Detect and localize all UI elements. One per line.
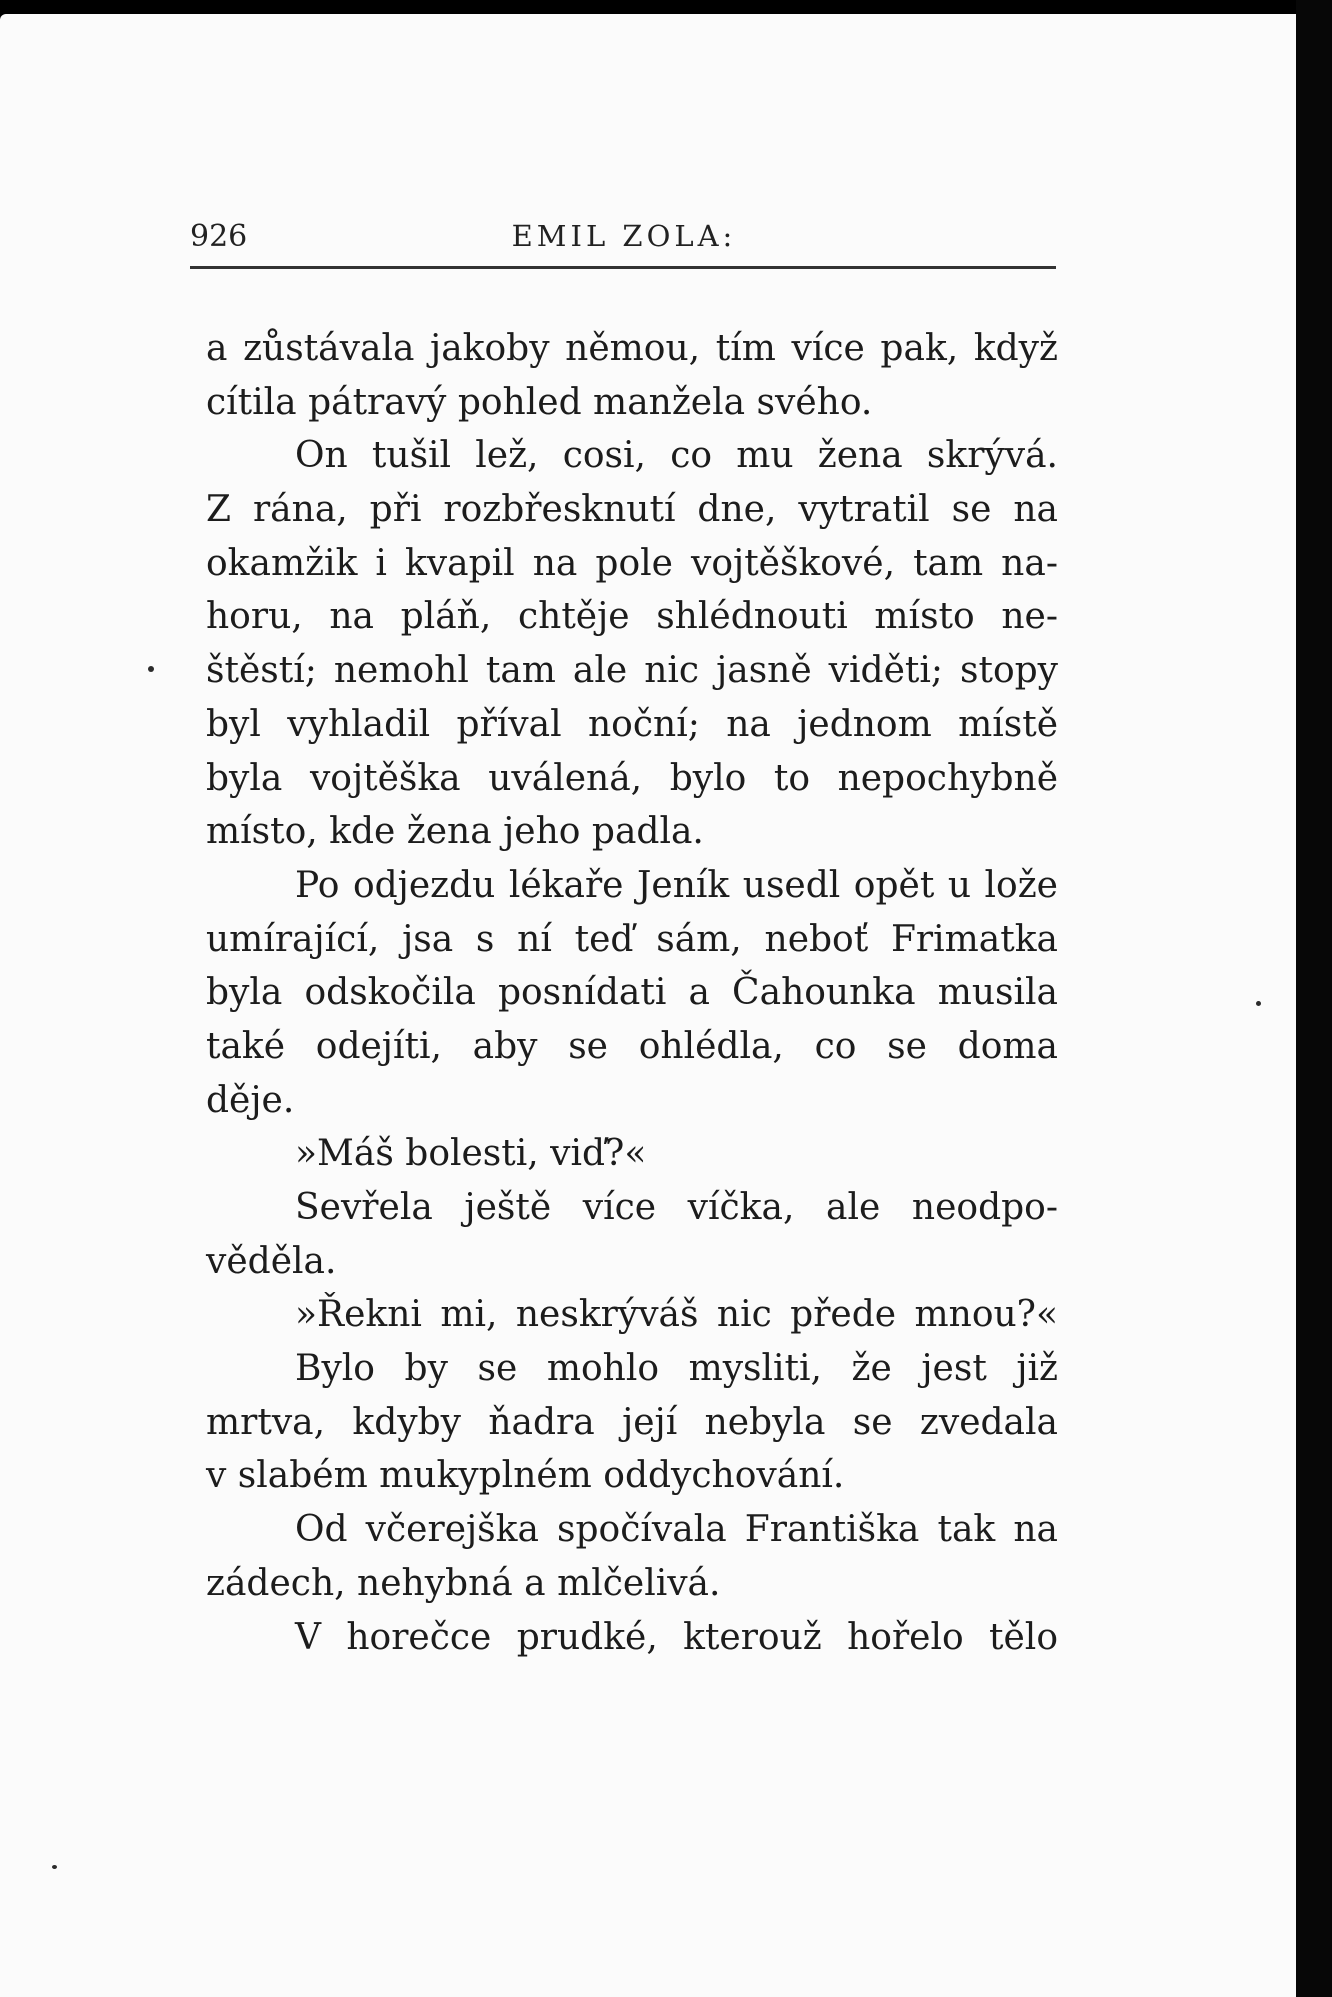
- text-line: v slabém mukyplném oddychování.: [206, 1455, 845, 1497]
- text-line: Z rána, při rozbřesknutí dne, vytratil se na: [206, 489, 1058, 531]
- text-line: věděla.: [206, 1240, 337, 1282]
- text-line: V horečce prudké, kterouž hořelo tělo: [295, 1616, 1058, 1658]
- scan-edge: [1296, 0, 1332, 1997]
- text-line: Od včerejška spočívala Františka tak na: [295, 1509, 1058, 1551]
- text-line: děje.: [206, 1079, 295, 1121]
- text-line: Sevřela ještě více víčka, ale neodpo-: [295, 1187, 1058, 1228]
- text-line: také odejíti, aby se ohlédla, co se doma: [206, 1025, 1058, 1067]
- text-line: zádech, nehybná a mlčelivá.: [206, 1562, 721, 1604]
- text-line: štěstí; nemohl tam ale nic jasně viděti; stopy: [206, 650, 1058, 692]
- text-line: horu, na pláň, chtěje shlédnouti místo ne-: [206, 596, 1058, 638]
- text-line: Bylo by se mohlo mysliti, že jest již: [295, 1348, 1058, 1390]
- margin-speck: [52, 1865, 57, 1869]
- text-line: Po odjezdu lékaře Jeník usedl opět u lože: [295, 864, 1058, 906]
- text-line: byla odskočila posnídati a Čahounka musila: [206, 972, 1058, 1014]
- text-line: On tušil lež, cosi, co mu žena skrývá.: [295, 435, 1058, 477]
- text-line: »Řekni mi, neskrýváš nic přede mnou?«: [295, 1294, 1058, 1336]
- body-text: [206, 322, 1058, 1664]
- text-line: byl vyhladil příval noční; na jednom místě: [206, 703, 1058, 745]
- page-header: [190, 219, 1058, 265]
- margin-speck: [148, 666, 154, 672]
- text-line: byla vojtěška uválená, bylo to nepochybně: [206, 757, 1058, 799]
- margin-speck: [1256, 1001, 1261, 1006]
- header-rule: [190, 266, 1056, 269]
- text-line: okamžik i kvapil na pole vojtěškové, tam na-: [206, 542, 1058, 584]
- text-line: »Máš bolesti, viď?«: [295, 1133, 647, 1175]
- text-line: cítila pátravý pohled manžela svého.: [206, 381, 873, 423]
- text-line: mrtva, kdyby ňadra její nebyla se zvedala: [206, 1401, 1058, 1443]
- page-number: 926: [190, 219, 248, 254]
- running-head: EMIL ZOLA:: [511, 219, 737, 253]
- text-line: místo, kde žena jeho padla.: [206, 811, 704, 853]
- text-line: a zůstávala jakoby němou, tím více pak, když: [206, 328, 1058, 369]
- text-line: umírající, jsa s ní teď sám, neboť Frimatka: [206, 918, 1058, 960]
